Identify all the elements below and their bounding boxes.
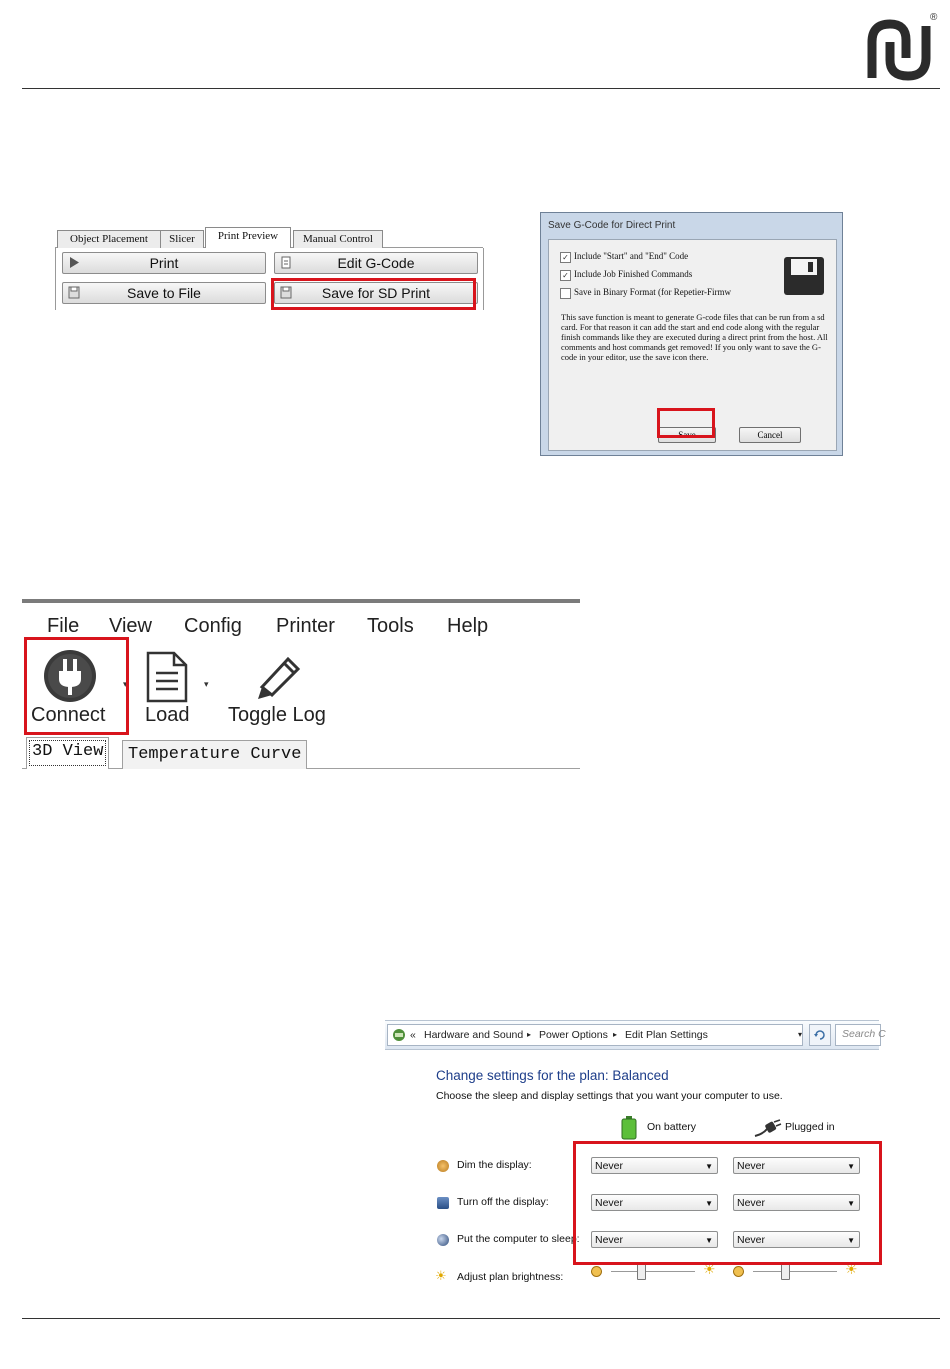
toggle-log-label: Toggle Log: [228, 704, 326, 726]
include-start-end-checkbox[interactable]: ✓: [560, 252, 571, 263]
chevron-down-icon: ▼: [705, 1199, 713, 1208]
binary-format-label: Save in Binary Format (for Repetier-Firmw: [574, 287, 732, 297]
search-input[interactable]: [835, 1024, 886, 1046]
brand-logo-icon: [866, 18, 936, 80]
menu-config[interactable]: Config: [184, 615, 242, 637]
slider-thumb[interactable]: [637, 1264, 646, 1280]
bright-sun-icon: ☀: [703, 1261, 716, 1277]
dim-sun-icon: [591, 1266, 602, 1277]
select-value: Never: [737, 1197, 766, 1209]
menu-file[interactable]: File: [47, 615, 80, 637]
highlight-save-button: [657, 408, 715, 438]
menu-printer[interactable]: Printer: [276, 615, 335, 637]
tab-slicer[interactable]: Slicer: [160, 230, 204, 248]
include-job-finished-checkbox[interactable]: ✓: [560, 270, 571, 281]
play-icon: [68, 256, 80, 269]
monitor-icon: [437, 1197, 449, 1209]
binary-format-checkbox[interactable]: [560, 288, 571, 299]
registered-mark: ®: [930, 12, 938, 23]
brightness-battery-slider[interactable]: [591, 1261, 721, 1284]
print-button-label: Print: [149, 255, 179, 271]
print-button[interactable]: [62, 252, 266, 274]
highlight-save-sd: [271, 278, 476, 310]
chevron-down-icon: ▼: [847, 1236, 855, 1245]
moon-icon: [437, 1234, 449, 1246]
address-bar: [385, 1020, 886, 1050]
save-to-file-label: Save to File: [127, 285, 201, 301]
floppy-icon: [68, 286, 80, 299]
document-icon: [146, 651, 188, 703]
highlight-settings: [573, 1141, 882, 1265]
load-label: Load: [145, 704, 190, 726]
pencil-icon: [254, 651, 304, 701]
breadcrumb-separator: ▸: [527, 1030, 532, 1039]
floppy-disk-icon: [783, 256, 825, 296]
bright-sun-icon: ☀: [845, 1261, 858, 1277]
select-value: Never: [595, 1234, 624, 1246]
page-subtitle: Choose the sleep and display settings that you want your computer to use.: [436, 1090, 783, 1102]
battery-icon: [621, 1116, 637, 1140]
brightness-plugged-slider[interactable]: [733, 1261, 863, 1284]
column-plugged-in: Plugged in: [785, 1121, 835, 1133]
tab-manual-control[interactable]: Manual Control: [293, 230, 383, 248]
save-for-sd-label: Save for SD Print: [321, 285, 431, 301]
select-value: Never: [737, 1160, 766, 1172]
connect-label: Connect: [31, 704, 106, 726]
back-chevron[interactable]: «: [410, 1029, 416, 1041]
include-start-end-label: Include "Start" and "End" Code: [574, 251, 689, 261]
refresh-icon: [810, 1025, 830, 1045]
highlight-connect: [24, 637, 129, 735]
tab-object-placement[interactable]: Object Placement: [57, 230, 161, 248]
footer-rule: [22, 1318, 940, 1319]
sun-icon: ☀: [435, 1268, 447, 1283]
turn-off-display-label: Turn off the display:: [457, 1196, 549, 1208]
chevron-down-icon: ▼: [847, 1199, 855, 1208]
tab-strip: [55, 227, 483, 248]
brand-logo: [866, 12, 938, 80]
select-value: Never: [595, 1160, 624, 1172]
dialog-title: Save G-Code for Direct Print: [548, 220, 676, 231]
edit-gcode-label: Edit G-Code: [337, 255, 415, 271]
page-title: Change settings for the plan: Balanced: [436, 1068, 669, 1083]
dialog-description: This save function is meant to generate G-code files that can be run from a sd card. For that reason it can add the start and end code along with the regular finish commands like they are executed during a direct print from the host. All comments and host commands get removed! If you only want to save the G-code in your editor, use the save icon there.: [561, 312, 828, 362]
breadcrumb-power-options[interactable]: Power Options: [539, 1029, 608, 1041]
breadcrumb-hardware[interactable]: Hardware and Sound: [424, 1029, 524, 1041]
brightness-label: Adjust plan brightness:: [457, 1271, 564, 1283]
control-panel-icon: [392, 1028, 406, 1042]
sleep-label: Put the computer to sleep:: [457, 1233, 580, 1245]
address-dropdown-icon[interactable]: ▾: [798, 1030, 803, 1039]
include-job-finished-label: Include Job Finished Commands: [574, 269, 693, 279]
edit-gcode-button[interactable]: [274, 252, 478, 274]
slider-track: [611, 1271, 695, 1272]
chevron-down-icon: ▼: [705, 1236, 713, 1245]
load-dropdown-icon[interactable]: ▾: [204, 679, 209, 689]
chevron-down-icon: ▼: [847, 1162, 855, 1171]
save-button[interactable]: Save: [658, 427, 716, 443]
header-rule: [22, 88, 940, 89]
dim-sun-icon: [733, 1266, 744, 1277]
dim-display-icon: [437, 1160, 449, 1172]
menu-tools[interactable]: Tools: [367, 615, 414, 637]
document-icon: [280, 256, 292, 269]
tab-print-preview[interactable]: Print Preview: [205, 227, 291, 249]
power-plug-icon: [753, 1120, 781, 1138]
save-to-file-button[interactable]: [62, 282, 266, 304]
select-value: Never: [595, 1197, 624, 1209]
search-placeholder: Search C: [842, 1028, 886, 1040]
breadcrumb-separator: ▸: [613, 1030, 618, 1039]
slider-track: [753, 1271, 837, 1272]
chevron-down-icon: ▼: [705, 1162, 713, 1171]
tab-temperature-curve[interactable]: Temperature Curve: [122, 740, 307, 769]
dim-display-label: Dim the display:: [457, 1159, 532, 1171]
tab-3d-view[interactable]: 3D View: [26, 737, 109, 769]
select-value: Never: [737, 1234, 766, 1246]
menu-help[interactable]: Help: [447, 615, 489, 637]
menu-view[interactable]: View: [109, 615, 152, 637]
slider-thumb[interactable]: [781, 1264, 790, 1280]
connect-dropdown-icon[interactable]: ▾: [123, 679, 128, 689]
breadcrumb-edit-plan[interactable]: Edit Plan Settings: [625, 1029, 708, 1041]
refresh-button[interactable]: [809, 1024, 831, 1046]
breadcrumb[interactable]: [387, 1024, 803, 1046]
cancel-button[interactable]: Cancel: [739, 427, 801, 443]
column-on-battery: On battery: [647, 1121, 697, 1133]
